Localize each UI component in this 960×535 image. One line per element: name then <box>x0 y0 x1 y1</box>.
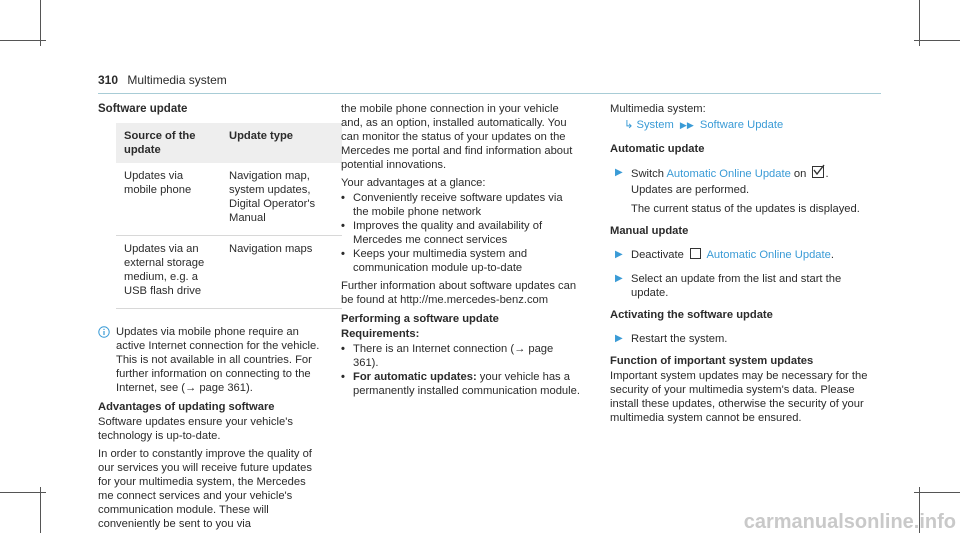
table-header-row <box>116 123 342 163</box>
checkbox-icon <box>690 248 701 259</box>
subheading: Function of important system updates <box>610 355 814 367</box>
paragraph: Important system updates may be necessary for the security of your multimedia system's data. Please install these updates, otherwise the security of your multimedia system cannot be ensured. <box>610 370 868 424</box>
subheading: Requirements: <box>341 328 420 340</box>
step-arrow-icon: ▶ <box>615 249 623 260</box>
crop-mark <box>914 40 960 41</box>
info-icon <box>98 326 110 342</box>
step-arrow-icon: ▶ <box>615 167 623 178</box>
paragraph: Multimedia system: <box>610 103 706 115</box>
page-number: 310 <box>98 73 119 87</box>
step: ▶ Deactivate Automatic Online Update. <box>615 249 834 261</box>
path-arrow-icon: ↳ <box>624 119 634 131</box>
paragraph: Software updates ensure your vehicle's technology is up-to-date. <box>98 416 293 442</box>
list-item: • Keeps your multimedia system and communication module up-to-date <box>341 248 528 274</box>
crop-mark <box>0 40 46 41</box>
table-cell: Navigation map, system updates, Digital Operator's Manual <box>221 163 342 236</box>
subheading: Advantages of updating software <box>98 401 275 413</box>
paragraph: the mobile phone connection in your vehicle and, as an option, installed automatically. You can monitor the status of your updates on the Mercedes me portal and find information about potential innovations. <box>341 103 573 171</box>
list-item: • Improves the quality and availability of Mercedes me connect services <box>341 220 543 246</box>
subheading: Performing a software update <box>341 313 499 325</box>
watermark: carmanualsonline.info <box>743 511 956 533</box>
paragraph: Your advantages at a glance: <box>341 177 486 189</box>
list-item: • Conveniently receive software updates via the mobile phone network <box>341 192 563 218</box>
step: ▶ Switch Automatic Online Update on . Updates are performed. The current status of the updates is displayed. <box>610 166 880 216</box>
menu-link-system[interactable]: System <box>636 119 674 131</box>
table-header: Update type <box>221 123 342 163</box>
menu-link-software-update[interactable]: Software Update <box>699 119 784 131</box>
info-note <box>98 325 323 395</box>
crop-mark <box>40 487 41 533</box>
crop-mark <box>0 492 46 493</box>
requirements-list <box>341 342 581 398</box>
automatic-online-update-link[interactable]: Automatic Online Update <box>706 249 831 261</box>
step-arrow-icon: ▶ <box>615 273 623 284</box>
step: ▶ Restart the system. <box>615 333 728 345</box>
update-table <box>116 123 342 309</box>
list-item: • There is an Internet connection (→ page 361). <box>341 343 554 369</box>
table-cell: Updates via mobile phone <box>116 163 221 236</box>
subheading: Activating the software update <box>610 309 773 321</box>
subheading: Manual update <box>610 225 689 237</box>
checked-box-icon <box>812 166 824 178</box>
page-header <box>98 73 227 87</box>
paragraph: Further information about software updates can be found at http://me.mercedes-benz.com <box>341 280 577 306</box>
table-cell: Updates via an external storage medium, e.g. a USB flash drive <box>116 236 221 309</box>
subheading: Automatic update <box>610 143 705 155</box>
paragraph: In order to constantly improve the quality of our services you will receive future updates for your multimedia system, the Mercedes me connect services and your vehicle's communication module. These will conveniently be sent to you via <box>98 448 312 530</box>
table-row <box>116 163 342 236</box>
menu-path <box>624 118 880 132</box>
column-3 <box>610 102 880 429</box>
column-2 <box>341 102 581 402</box>
note-text: Updates via mobile phone require an active Internet connection for the vehicle. This is not available in all countries. For further information on connecting to the Internet, see (→ page 361). <box>116 326 320 394</box>
section-title: Multimedia system <box>127 73 227 87</box>
step-result: Updates are performed. <box>631 184 750 196</box>
step-result: The current status of the updates is displayed. <box>631 203 860 215</box>
advantages-list <box>341 191 581 275</box>
path-separator-icon: ▶▶ <box>679 120 694 130</box>
table-header: Source of the update <box>116 123 221 163</box>
step-arrow-icon: ▶ <box>615 333 623 344</box>
header-rule <box>98 93 881 94</box>
crop-mark <box>914 492 960 493</box>
list-item: • For automatic updates: your vehicle has a permanently installed communication module. <box>341 371 580 397</box>
automatic-online-update-link[interactable]: Automatic Online Update <box>666 168 791 180</box>
step: ▶ Select an update from the list and start the update. <box>615 273 842 299</box>
table-row <box>116 236 342 309</box>
section-heading: Software update <box>98 103 188 115</box>
column-1 <box>98 102 323 535</box>
table-cell: Navigation maps <box>221 236 342 309</box>
